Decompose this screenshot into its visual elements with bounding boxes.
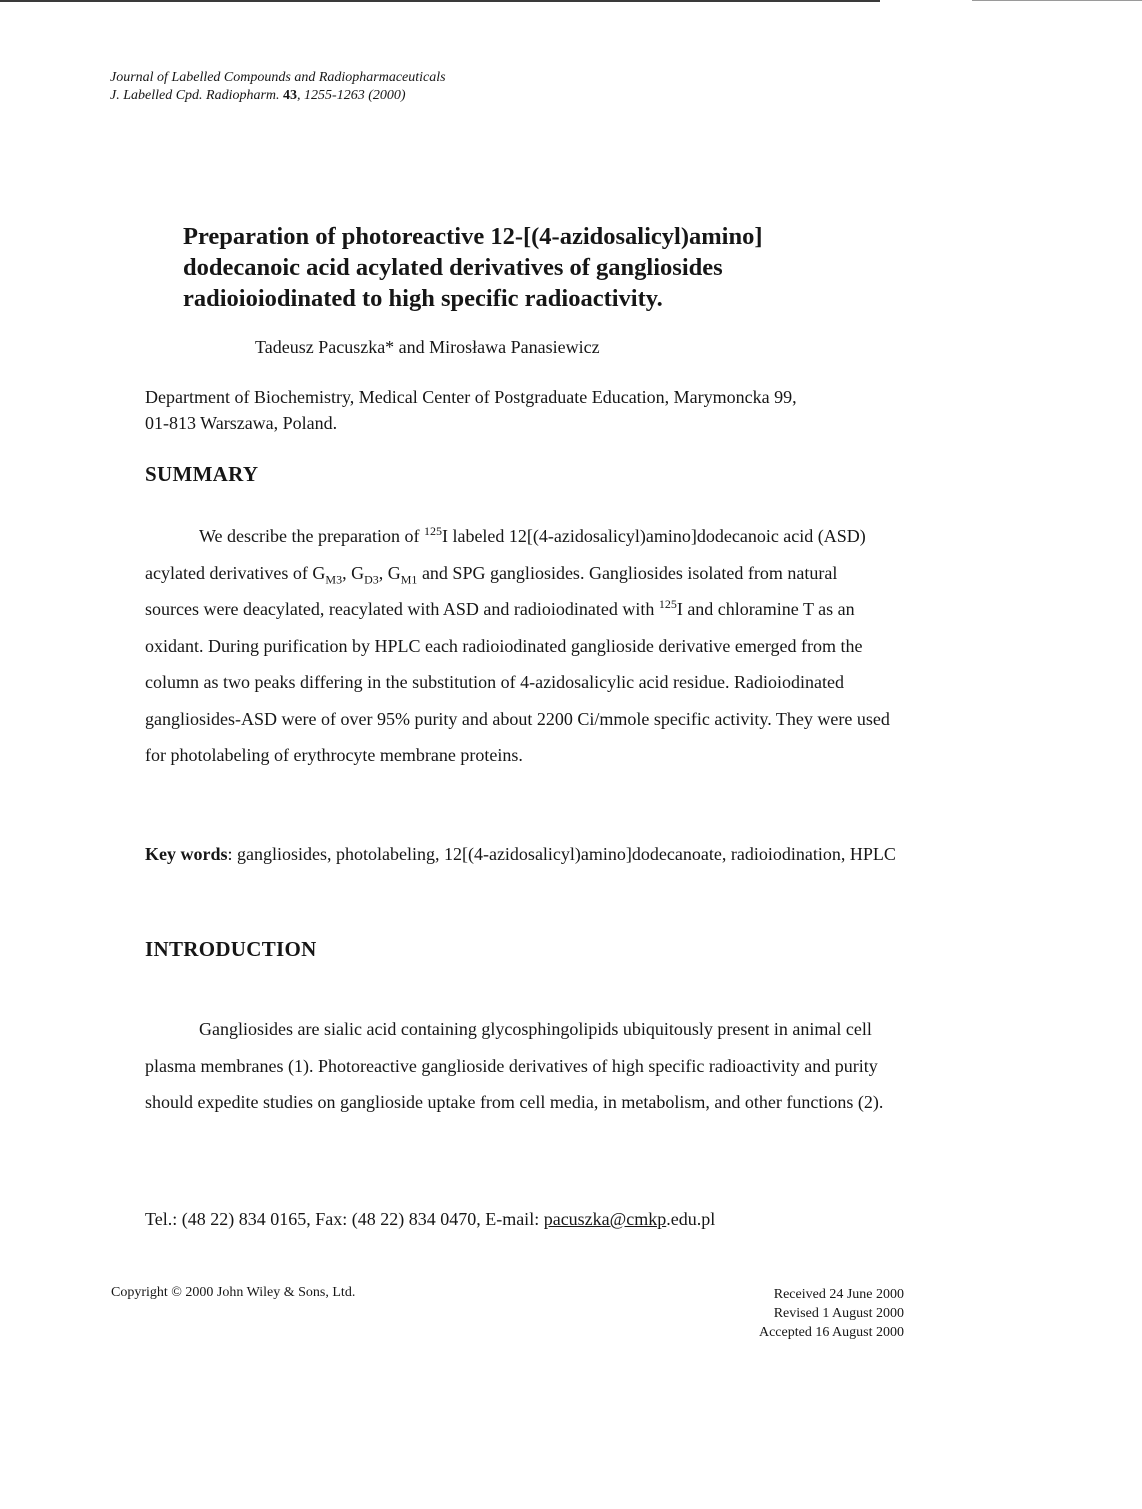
keywords-text: : gangliosides, photolabeling, 12[(4-azidosalicyl)amino]dodecanoate, radioiodination, HPLC	[227, 844, 896, 864]
summary-paragraph: We describe the preparation of $^{125}$I labeled 12[(4-azidosalicyl)amino]dodecanoic acid (ASD) acylated derivatives of $G_{M3}$, $G_{D3}$, $G_{M1}$ and SPG gangliosides. Gangliosides isolated from natural sources were deacylated, reacylated with ASD and radioiodinated with $^{125}$I and chloramine T as an oxidant. During purification by HPLC each radioiodinated ganglioside derivative emerged from the column as two peaks differing in the substitution of 4-azidosalicylic acid residue. Radioiodinated gangliosides-ASD were of over 95% purity and about 2200 Ci/mmole specific activity. They were used for photolabeling of erythrocyte membrane proteins.	[145, 524, 890, 765]
contact-footnote: Tel.: (48 22) 834 0165, Fax: (48 22) 834 0470, E-mail: pacuszka@cmkp.edu.pl	[145, 1209, 716, 1229]
paper-title	[183, 221, 943, 314]
keywords	[145, 836, 905, 873]
isotope-superscript: 125	[658, 597, 677, 611]
affiliation-line: Department of Biochemistry, Medical Center of Postgraduate Education, Marymoncka 99,	[145, 387, 797, 407]
affiliation-line: 01-813 Warszawa, Poland.	[145, 413, 338, 433]
keywords-label: Key words	[145, 844, 228, 864]
scan-edge-line	[0, 0, 880, 2]
introduction-paragraph: Gangliosides are sialic acid containing glycosphingolipids ubiquitously present in animal cell plasma membranes (1). Photoreactive ganglioside derivatives of high specific radioactivity and purity should expedite studies on ganglioside uptake from cell media, in metabolism, and other functions (2).	[145, 1019, 884, 1112]
received-date: Received 24 June 2000	[773, 1287, 904, 1302]
journal-header	[110, 69, 446, 105]
journal-abbrev: J. Labelled Cpd. Radiopharm.	[110, 88, 280, 103]
journal-citation	[110, 87, 446, 105]
email-link[interactable]: pacuszka@cmkp	[543, 1209, 667, 1229]
scan-edge-line-right	[972, 0, 1142, 1]
journal-volume: 43	[283, 88, 298, 103]
title-line: Preparation of photoreactive 12-[(4-azidosalicyl)amino]	[183, 223, 763, 250]
isotope-superscript: 125	[423, 524, 442, 538]
title-line: dodecanoic acid acylated derivatives of gangliosides	[183, 254, 723, 281]
ganglioside-subscript: M1	[400, 572, 418, 587]
ganglioside-subscript: D3	[364, 572, 379, 587]
copyright-notice: Copyright © 2000 John Wiley & Sons, Ltd.	[111, 1285, 356, 1300]
summary-heading: SUMMARY	[145, 462, 259, 486]
publication-dates	[759, 1285, 904, 1342]
revised-date: Revised 1 August 2000	[773, 1306, 904, 1321]
accepted-date: Accepted 16 August 2000	[758, 1325, 904, 1340]
affiliation	[145, 384, 905, 436]
journal-pages-year: , 1255-1263 (2000)	[297, 88, 406, 103]
authors: Tadeusz Pacuszka* and Mirosława Panasiewicz	[255, 337, 600, 357]
title-line: radioioiodinated to high specific radioactivity.	[183, 285, 663, 312]
journal-name: Journal of Labelled Compounds and Radiopharmaceuticals	[110, 70, 446, 85]
ganglioside-subscript: M3	[325, 572, 343, 587]
introduction-heading: INTRODUCTION	[145, 937, 317, 961]
